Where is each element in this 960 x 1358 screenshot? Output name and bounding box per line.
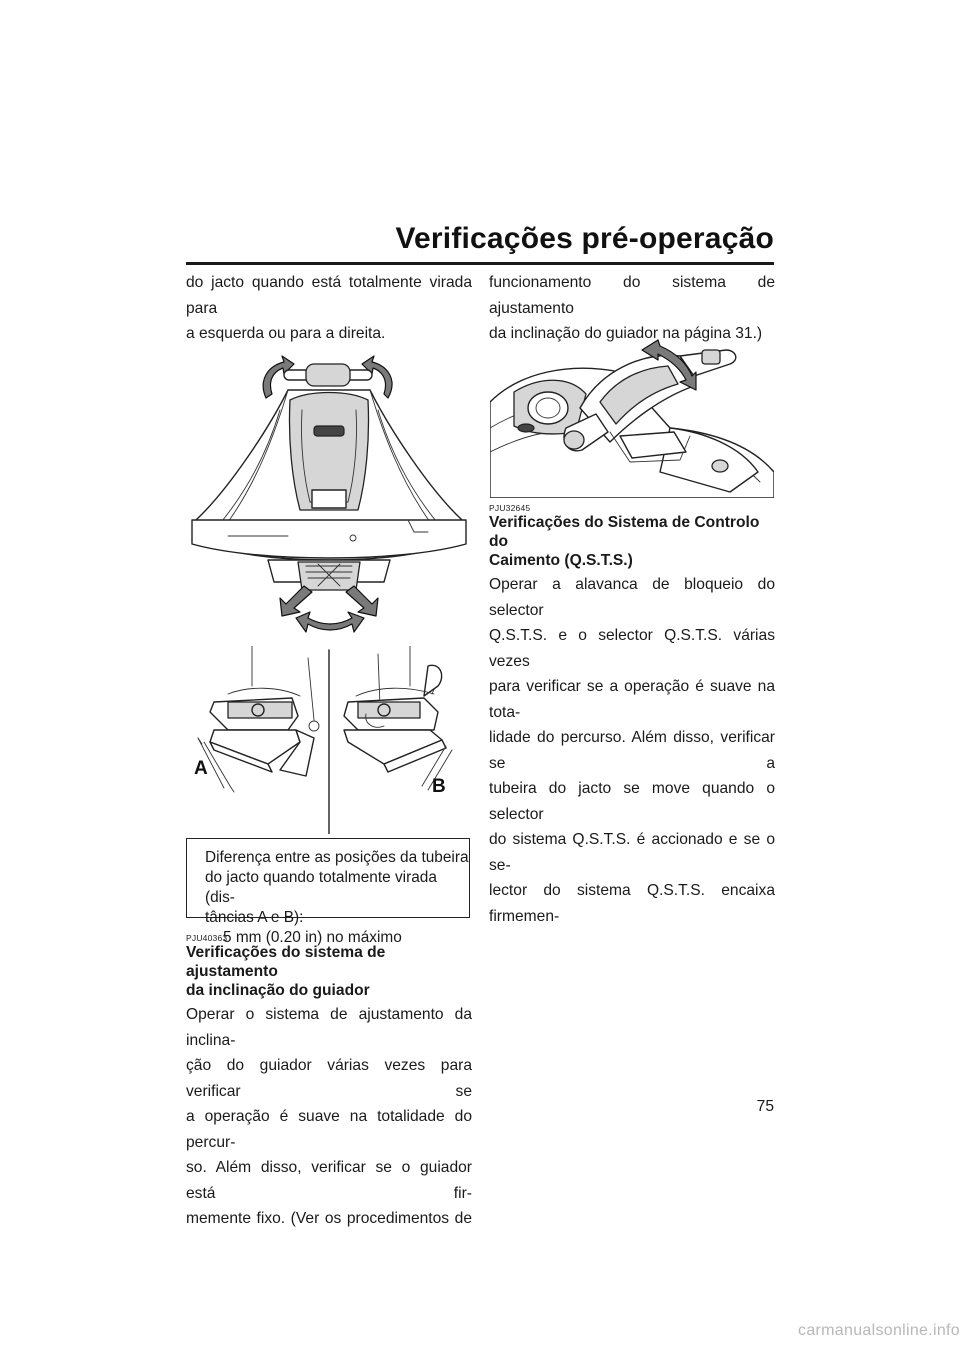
watercraft-top-view-figure [188, 350, 470, 640]
text-line: Q.S.T.S. e o selector Q.S.T.S. várias vezes [489, 627, 775, 670]
nozzle-left-arrow-icon [280, 586, 312, 616]
text-line: ção do guiador várias vezes para verificar se [186, 1057, 472, 1100]
nozzle-right-arrow-icon [346, 586, 378, 616]
spec-text-line: Diferença entre as posições da tubeira [205, 849, 469, 866]
section-code: PJU40363 [186, 933, 228, 943]
spec-text-line: tâncias A e B): [205, 909, 304, 926]
nozzle-swing-arrow-icon [296, 612, 364, 632]
label-a: A [194, 758, 208, 779]
left-intro-text [186, 270, 472, 347]
page-number: 75 [756, 1098, 774, 1115]
text-line: a esquerda ou para a direita. [186, 325, 386, 342]
spec-value: 5 mm (0.20 in) no máximo [223, 929, 402, 946]
text-line: memente fixo. (Ver os procedimentos de [186, 1210, 472, 1227]
label-b: B [432, 776, 446, 797]
section-title [489, 513, 775, 570]
section-title [186, 943, 472, 1000]
spec-text-line: do jacto quando totalmente virada (dis- [205, 869, 437, 906]
text-line: funcionamento do sistema de ajustamento [489, 274, 775, 317]
text-line: do jacto quando está totalmente virada para [186, 274, 472, 317]
section-title-line: Verificações do Sistema de Controlo do [489, 514, 760, 550]
section-handlebar-tilt [186, 933, 472, 1232]
text-line: a operação é suave na totalidade do percur- [186, 1108, 472, 1151]
section-title-line: Verificações do sistema de ajustamento [186, 944, 386, 980]
text-line: da inclinação do guiador na página 31.) [489, 325, 763, 342]
page-header-title: Verificações pré-operação [395, 222, 774, 255]
header-rule [186, 262, 774, 265]
watermark: carmanualsonline.info [798, 1322, 960, 1339]
text-line: so. Além disso, verificar se o guiador está fir- [186, 1159, 472, 1202]
section-qsts [489, 503, 775, 929]
text-line: Operar o sistema de ajustamento da inclina- [186, 1006, 472, 1049]
text-line: Operar a alavanca de bloqueio do selector [489, 576, 775, 619]
text-line: do sistema Q.S.T.S. é accionado e se o se- [489, 831, 775, 874]
text-line: para verificar se a operação é suave na tota- [489, 678, 775, 721]
text-line: lidade do percurso. Além disso, verificar se a [489, 729, 775, 772]
section-title-line: da inclinação do guiador [186, 982, 370, 999]
nozzle-distance-figure [188, 646, 470, 834]
text-line: tubeira do jacto se move quando o selector [489, 780, 775, 823]
handlebar-tilt-figure [490, 332, 774, 498]
text-line: lector do sistema Q.S.T.S. encaixa firmemen- [489, 882, 775, 925]
section-title-line: Caimento (Q.S.T.S.) [489, 552, 633, 569]
section-code: PJU32645 [489, 503, 531, 513]
